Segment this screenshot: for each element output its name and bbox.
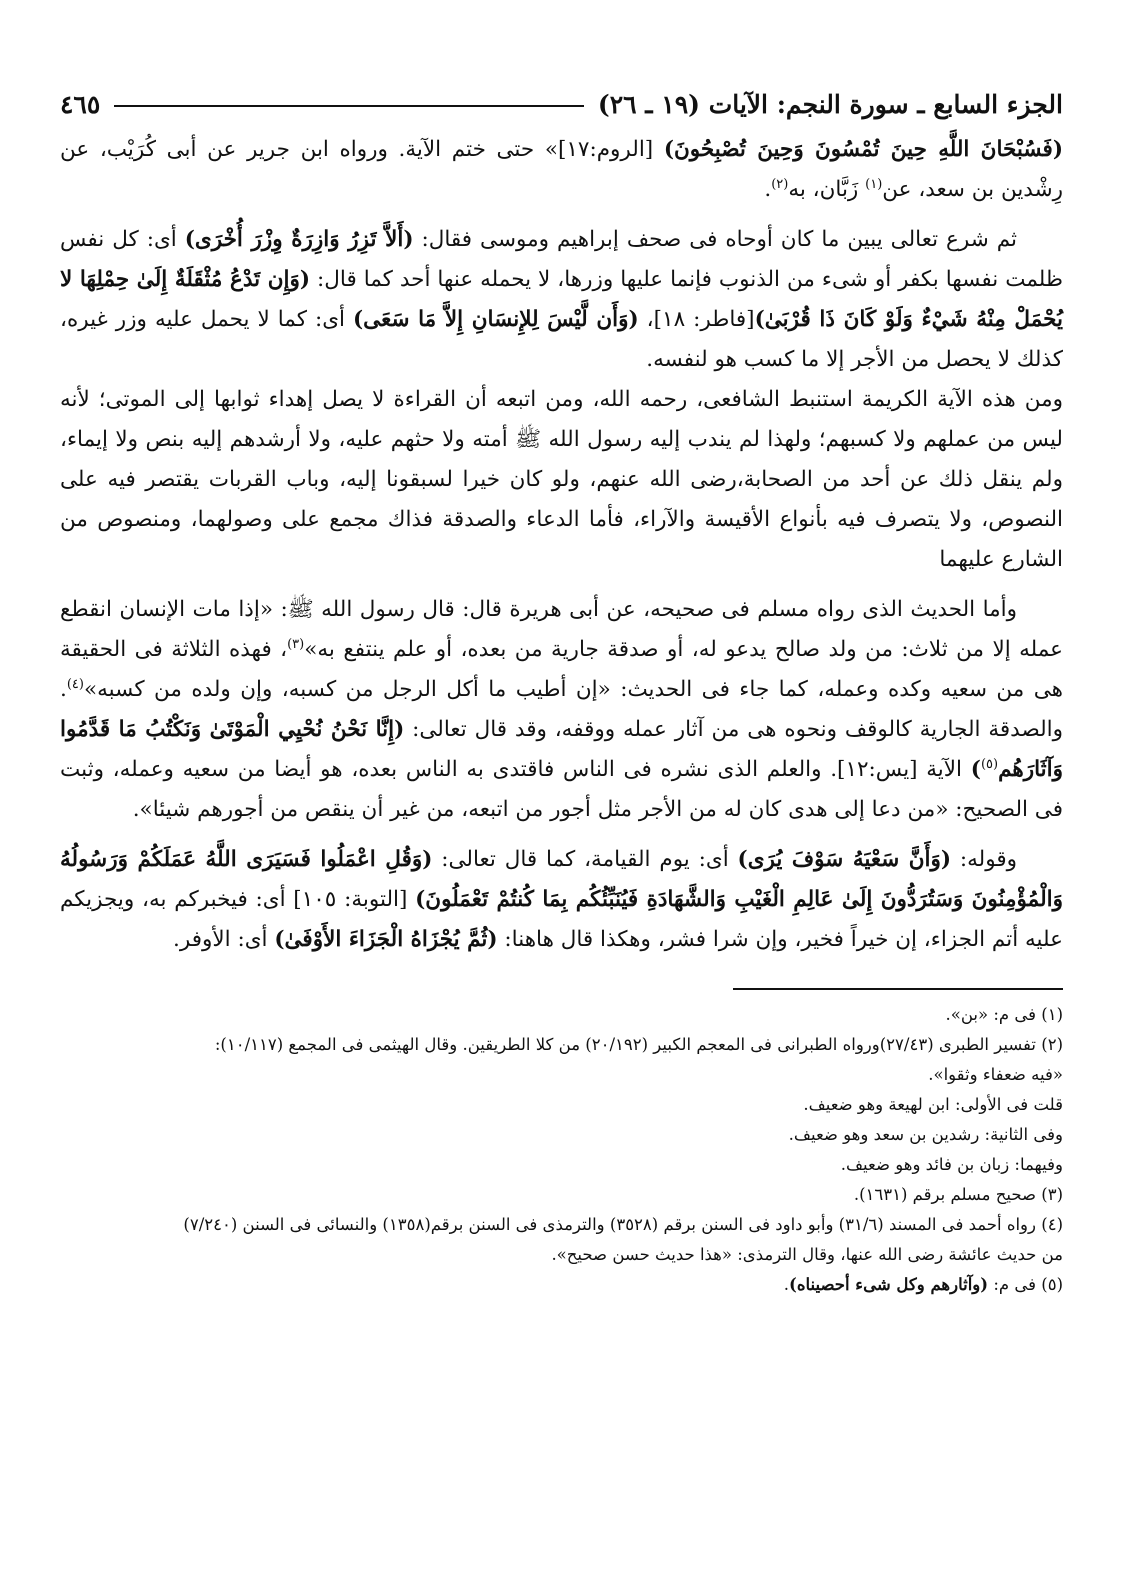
text-run: أى: كل نفس ظلمت نفسها بكفر أو شىء من الذنوب فإنما عليها وزرها، لا يحمله عنها أحد كما قال: <box>60 227 1063 292</box>
quran-verse: (وَأَن لَّيْسَ لِلإِنسَانِ إِلاَّ مَا سَعَى) <box>353 307 639 332</box>
text-run: . والصدقة الجارية كالوقف ونحوه هى من آثار عمله ووقفه، وقد قال تعالى: <box>60 677 1064 742</box>
running-header <box>60 80 1063 128</box>
text-run: أى: يوم القيامة، كما قال تعالى: <box>432 847 738 872</box>
footnote-1: (١) فى م: «بن». <box>945 1005 1063 1024</box>
main-text <box>60 130 1063 960</box>
paragraph-3: ومن هذه الآية الكريمة استنبط الشافعى، رحمه الله، ومن اتبعه أن القراءة لا يصل إهداء ثوابها إلى الموتى؛ لأنه ليس من عملهم ولا كسبهم؛ ولهذا لم يندب إليه رسول الله ﷺ أمته ولا حثهم عليه، ولا أرشدهم إليه بنص ولا إيماء، ولم ينقل ذلك عن أحد من الصحابة،رضى الله عنهم، ولو كان خيرا لسبقونا إليه، وباب القربات يقتصر فيه على النصوص، ولا يتصرف فيه بأنواع الأقيسة والآراء، فأما الدعاء والصدقة فذاك مجمع على وصولهما، ومنصوص من الشارع عليهما <box>60 387 1063 572</box>
text-run: الآية [يس:١٢]. والعلم الذى نشره فى الناس فاقتدى به الناس بعده، هو أيضا من سعيه وعمله، وثبت فى الصحيح: «من دعا إلى هدى كان له من الأجر مثل أجور من اتبعه، من غير أن ينقص من أجورهم شيئا». <box>60 757 1063 822</box>
text-run: [فاطر: ١٨]، <box>638 307 755 332</box>
footnote-ref: (١) <box>865 176 883 192</box>
footnote-5-label: (٥) فى م: <box>988 1275 1063 1294</box>
header-rule <box>114 105 584 107</box>
text-run: [التوبة: ١٠٥] أى: فيخبركم به، ويجزيكم عليه أتم الجزاء، إن خيراً فخير، وإن شرا فشر، وهكذا قال هاهنا: <box>60 887 1063 952</box>
footnote-3: (٣) صحيح مسلم برقم (١٦٣١). <box>853 1185 1063 1204</box>
quran-verse: (فَسُبْحَانَ اللَّهِ حِينَ تُمْسُونَ وَحِينَ تُصْبِحُونَ) <box>663 137 1064 162</box>
quran-verse: (وَأَنَّ سَعْيَهُ سَوْفَ يُرَى) <box>737 847 952 872</box>
quran-verse: (ثُمَّ يُجْزَاهُ الْجَزَاءَ الأَوْفَىٰ) <box>274 927 498 952</box>
footnote-ref: (٥) <box>980 756 999 772</box>
quran-verse: (أَلاَّ تَزِرُ وَازِرَةٌ وِزْرَ أُخْرَى) <box>184 227 414 252</box>
footnote-separator <box>733 988 1063 990</box>
footnote-2-quote: «فيه ضعفاء وثقوا». <box>928 1065 1063 1084</box>
footnote-5-verse: (وآثارهم وكل شىء أحصيناه) <box>789 1275 989 1294</box>
text-run: . <box>764 177 772 202</box>
text-run: ، فهذه الثلاثة فى الحقيقة هى من سعيه وكده وعمله، كما جاء فى الحديث: «إن أطيب ما أكل الرجل من كسبه، وإن ولده من كسبه» <box>60 637 1063 702</box>
footnote-2-note-b: وفى الثانية: رشدين بن سعد وهو ضعيف. <box>788 1125 1063 1144</box>
text-run: أى: كما لا يحمل عليه وزر غيره، كذلك لا يحصل من الأجر إلا ما كسب هو لنفسه. <box>60 307 1063 372</box>
quran-verse: (إِنَّا نَحْنُ نُحْيِي الْمَوْتَىٰ وَنَكْتُبُ مَا قَدَّمُوا وَآثَارَهُم <box>60 717 1063 782</box>
text-run: وقوله: <box>951 847 1017 872</box>
footnote-4-cont: من حديث عائشة رضى الله عنها، وقال الترمذى: «هذا حديث حسن صحيح». <box>551 1245 1063 1264</box>
page-number: ٤٦٥ <box>60 89 101 119</box>
footnote-5 <box>60 1270 1063 1300</box>
quran-verse: (وَإِن تَدْعُ مُثْقَلَةٌ إِلَىٰ حِمْلِهَا لا يُحْمَلْ مِنْهُ شَيْءٌ وَلَوْ كَانَ ذَا قُرْبَىٰ) <box>60 267 1063 332</box>
footnote-2: (٢) تفسير الطبرى (٢٧/٤٣)ورواه الطبرانى فى المعجم الكبير (٢٠/١٩٢) من كلا الطريقين. وقال الهيثمى فى المجمع (١٠/١١٧): <box>214 1035 1063 1054</box>
quran-verse-end: ) <box>970 757 981 782</box>
text-run: أى: الأوفر. <box>173 927 275 952</box>
paragraph-1 <box>60 130 1063 210</box>
text-run: [الروم:١٧]» حتى ختم الآية. ورواه ابن جرير عن أبى كُرَيْب، عن رِشْدين بن سعد، عن <box>60 137 1063 202</box>
text-run: ثم شرع تعالى يبين ما كان أوحاه فى صحف إبراهيم وموسى فقال: <box>413 227 1017 252</box>
footnote-4: (٤) رواه أحمد فى المسند (٣١/٦) وأبو داود فى السنن برقم (٣٥٢٨) والترمذى فى السنن برقم(١٣٥٨) والنسائى فى السنن (٧/٢٤٠) <box>183 1215 1063 1234</box>
book-page <box>60 80 1063 1554</box>
quran-verse: (وَقُلِ اعْمَلُوا فَسَيَرَى اللَّهُ عَمَلَكُمْ وَرَسُولُهُ وَالْمُؤْمِنُونَ وَسَتُرَدُّونَ إِلَىٰ عَالِمِ الْغَيْبِ وَالشَّهَادَةِ فَيُنَبِّئُكُم بِمَا كُنتُمْ تَعْمَلُونَ) <box>60 847 1063 912</box>
paragraph-4 <box>60 590 1063 830</box>
footnote-ref: (٢) <box>771 176 789 192</box>
text-run: وأما الحديث الذى رواه مسلم فى صحيحه، عن أبى هريرة قال: قال رسول الله ﷺ: «إذا مات الإنسان انقطع عمله إلا من ثلاث: من ولد صالح يدعو له، أو صدقة جارية من بعده، أو علم ينتفع به» <box>60 597 1064 662</box>
footnote-ref: (٤) <box>66 676 84 692</box>
text-run: زَبَّان، به <box>788 177 866 202</box>
footnotes <box>60 1000 1063 1300</box>
footnote-ref: (٣) <box>287 636 305 652</box>
paragraph-2 <box>60 220 1063 380</box>
footnote-2-note-a: قلت فى الأولى: ابن لهيعة وهو ضعيف. <box>803 1095 1063 1114</box>
paragraph-5 <box>60 840 1063 960</box>
footnote-5-end: . <box>783 1275 790 1294</box>
header-title: الجزء السابع ـ سورة النجم: الآيات (١٩ ـ ٢٦) <box>597 89 1063 119</box>
footnote-2-note-c: وفيهما: زبان بن فائد وهو ضعيف. <box>840 1155 1063 1174</box>
